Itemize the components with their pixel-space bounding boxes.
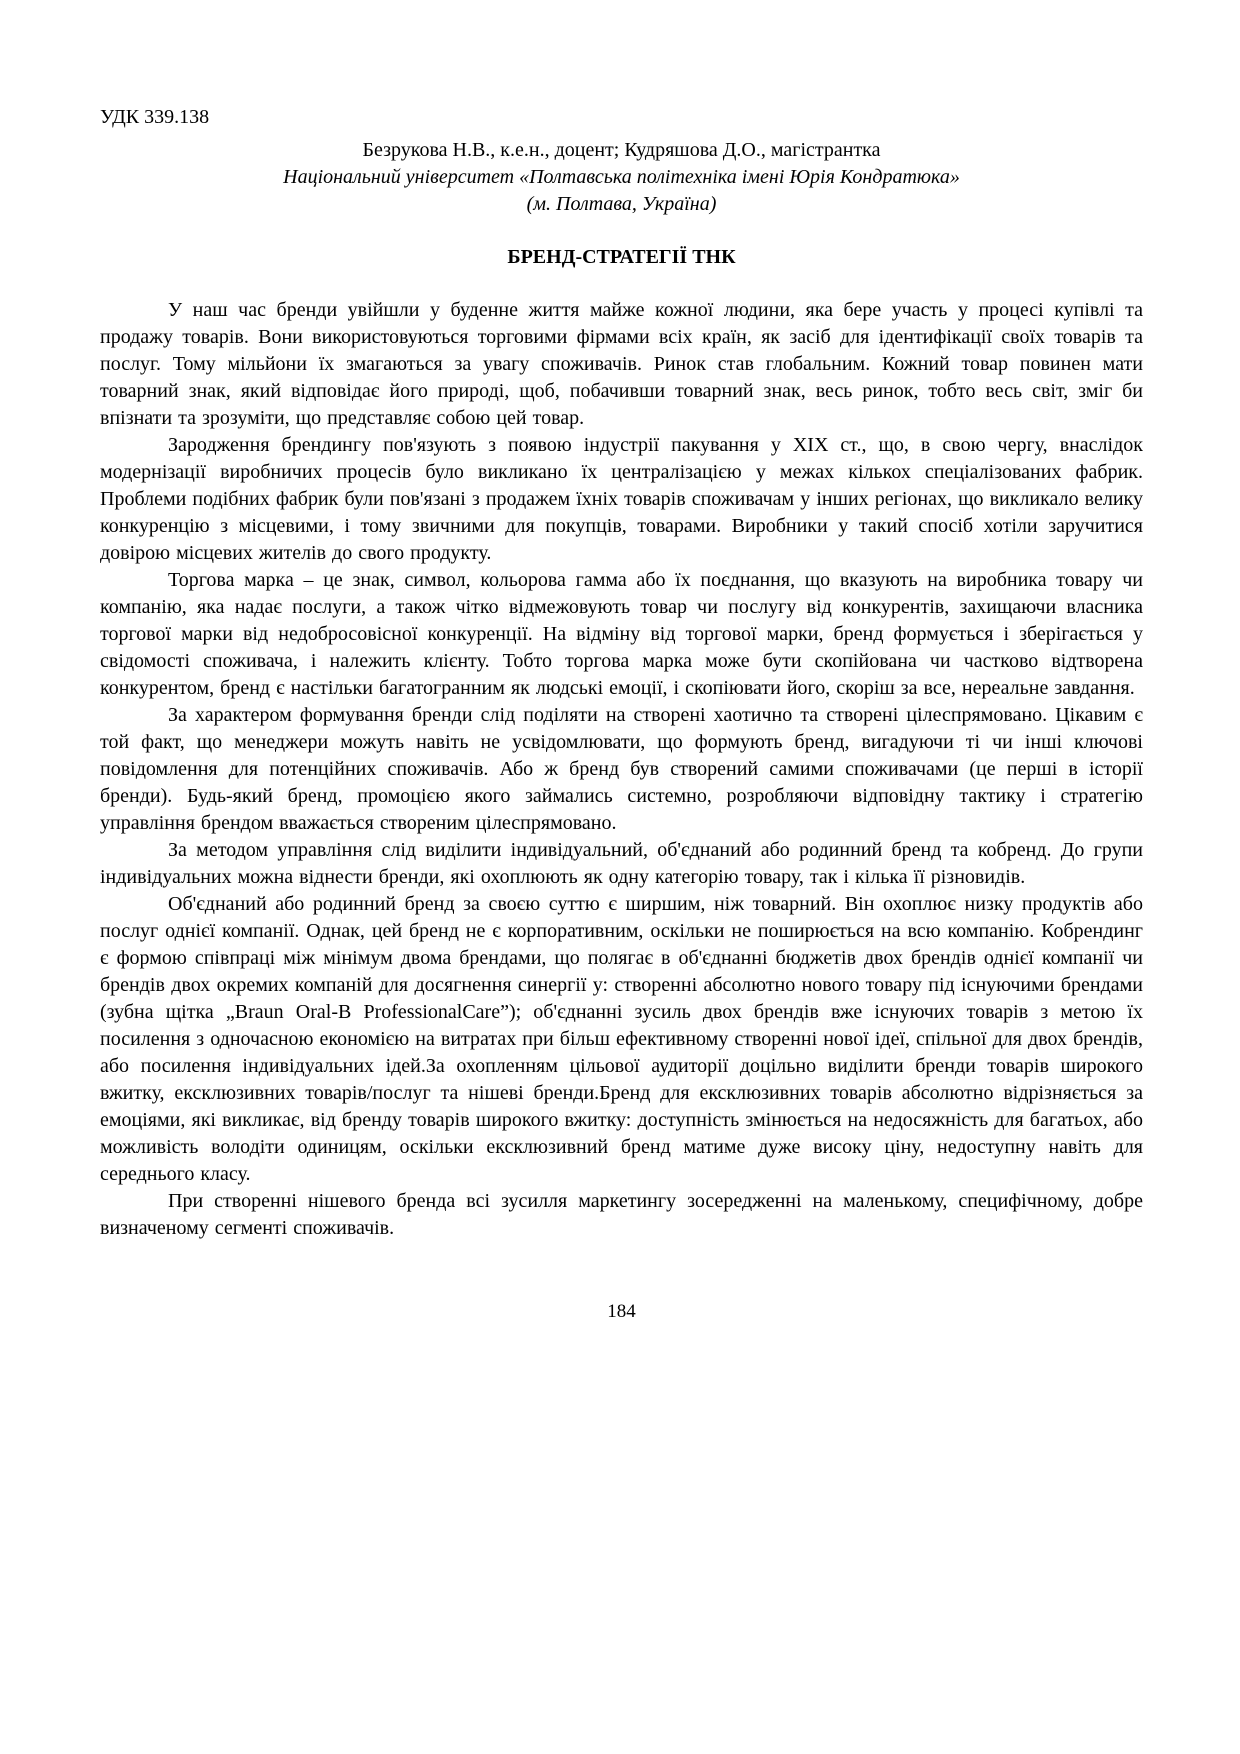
paragraph: За методом управління слід виділити індивідуальний, об'єднаний або родинний бренд та кобренд. До групи індивідуальних можна віднести бренди, які охоплюють як одну категорію товару, так і кілька її різновидів. <box>100 839 1143 888</box>
paragraph: За характером формування бренди слід поділяти на створені хаотично та створені цілеспрямовано. Цікавим є той факт, що менеджери можуть навіть не усвідомлювати, що формують бренд, вигадуючи ті чи інші ключові повідомлення для потенційних споживачів. Або ж бренд був створений самими споживачами (це перші в історії бренди). Будь-який бренд, промоцією якого займались системно, розробляючи відповідну тактику і стратегію управління брендом вважається створеним цілеспрямовано. <box>100 704 1143 834</box>
article-title: БРЕНД-СТРАТЕГІЇ ТНК <box>507 246 736 268</box>
authors-line: Безрукова Н.В., к.е.н., доцент; Кудряшова Д.О., магістрантка <box>362 139 881 161</box>
page-number: 184 <box>607 1301 636 1322</box>
location-line: (м. Полтава, Україна) <box>526 193 717 215</box>
paragraph: Торгова марка – це знак, символ, кольорова гамма або їх поєднання, що вказують на виробника товару чи компанію, яка надає послуги, а також чітко відмежовують товар чи послугу від конкурентів, захищаючи власника торгової марки від недобросовісної конкуренції. На відміну від торгової марки, бренд формується і зберігається у свідомості споживача, і належить клієнту. Тобто торгова марка може бути скопійована чи частково відтворена конкурентом, бренд є настільки багатогранним як людські емоції, і скопіювати його, скоріш за все, нереальне завдання. <box>100 569 1143 699</box>
paragraph: При створенні нішевого бренда всі зусилля маркетингу зосередженні на маленькому, специфічному, добре визначеному сегменті споживачів. <box>100 1190 1143 1239</box>
paragraph: Об'єднаний або родинний бренд за своєю суттю є ширшим, ніж товарний. Він охоплює низку продуктів або послуг однієї компанії. Однак, цей бренд не є корпоративним, оскільки не поширюється на всю компанію. Кобрендинг є формою співпраці між мінімум двома брендами, що полягає в об'єднанні бюджетів двох брендів однієї компанії чи брендів двох окремих компаній для досягнення синергії у: створенні абсолютно нового товару під існуючими брендами (зубна щітка „Braun Oral-B ProfessionalCare”); об'єднанні зусиль двох брендів вже існуючих товарів з метою їх посилення з одночасною економією на витратах при більш ефективному створенні нової ідеї, спільної для двох брендів, або посилення індивідуальних ідей.За охопленням цільової аудиторії доцільно виділити бренди товарів широкого вжитку, ексклюзивних товарів/послуг та нішеві бренди.Бренд для ексклюзивних товарів абсолютно відрізняється за емоціями, які викликає, від бренду товарів широкого вжитку: доступність змінюється на недосяжність для багатьох, або можливість володіти одиницям, оскільки ексклюзивний бренд матиме дуже високу ціну, недоступну навіть для середнього класу. <box>100 893 1143 1185</box>
affiliation-line: Національний університет «Полтавська політехніка імені Юрія Кондратюка» <box>283 166 960 188</box>
article-body <box>100 297 1143 1242</box>
udc-code: УДК 339.138 <box>100 106 210 128</box>
paragraph: Зародження брендингу пов'язують з появою індустрії пакування у XIX ст., що, в свою чергу, внаслідок модернізації виробничих процесів було викликано їх централізацією у межах кількох спеціалізованих фабрик. Проблеми подібних фабрик були пов'язані з продажем їхніх товарів споживачам у інших регіонах, що викликало велику конкуренцію з місцевими, і тому звичними для покупців, товарами. Виробники у такий спосіб хотіли заручитися довірою місцевих жителів до свого продукту. <box>100 434 1143 564</box>
paragraph: У наш час бренди увійшли у буденне життя майже кожної людини, яка бере участь у процесі купівлі та продажу товарів. Вони використовуються торговими фірмами всіх країн, як засіб для ідентифікації своїх товарів та послуг. Тому мільйони їх змагаються за увагу споживачів. Ринок став глобальним. Кожний товар повинен мати товарний знак, який відповідає його природі, щоб, побачивши товарний знак, весь ринок, тобто весь світ, зміг би впізнати та зрозуміти, що представляє собою цей товар. <box>100 299 1143 429</box>
